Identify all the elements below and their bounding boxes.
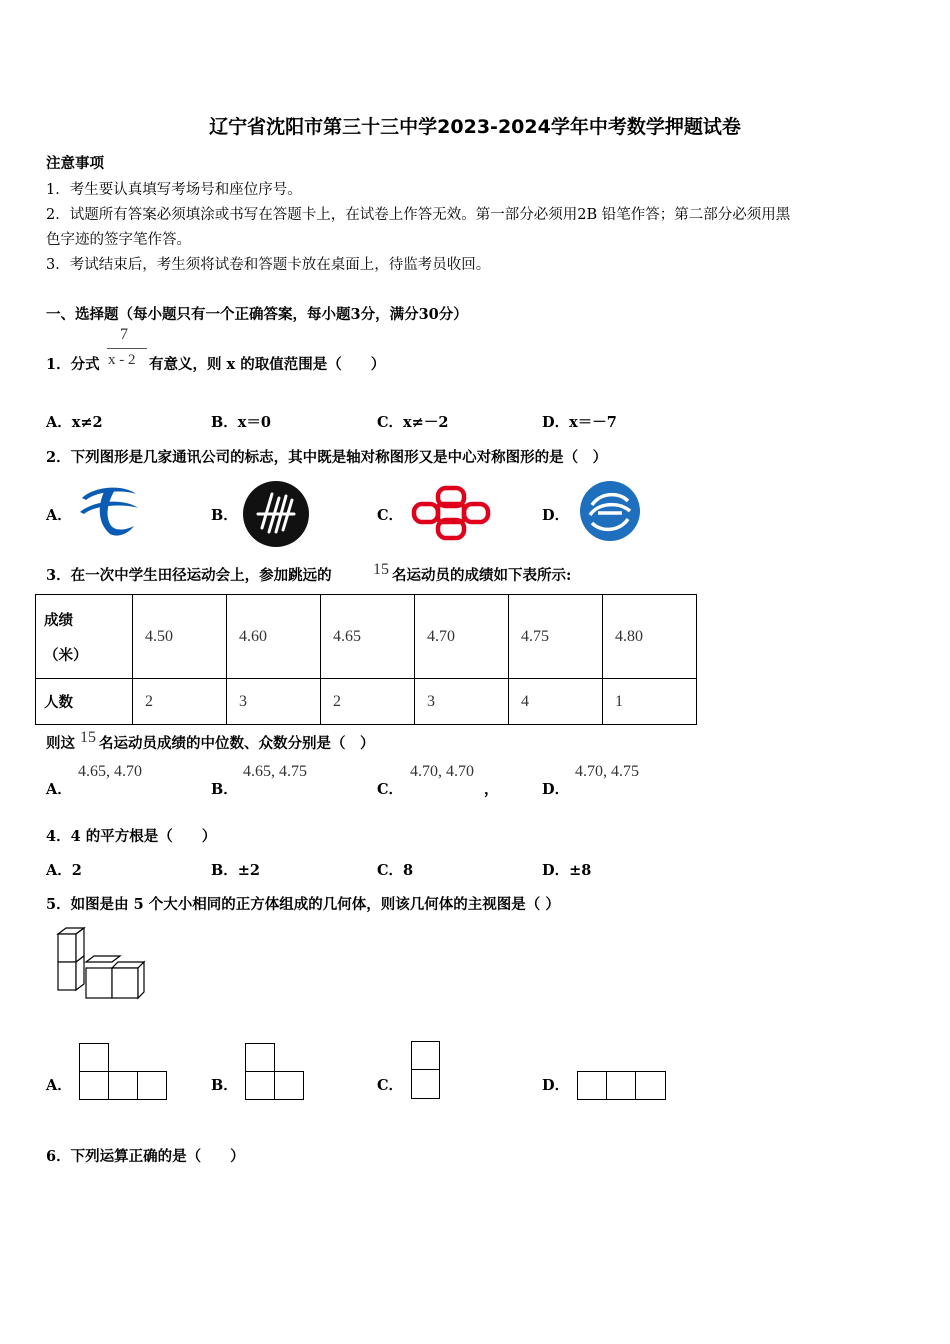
q5-label-c: C． bbox=[377, 1077, 404, 1094]
q2-label-a: A． bbox=[46, 507, 72, 524]
unicom-logo-icon bbox=[410, 484, 492, 542]
table-header-cell bbox=[36, 595, 133, 679]
table-cell: 4.60 bbox=[227, 595, 321, 679]
view-square bbox=[137, 1071, 167, 1100]
q3-option-c-label: C． bbox=[377, 781, 404, 798]
q3-option-b-label: B． bbox=[211, 781, 238, 798]
view-square bbox=[606, 1071, 636, 1100]
table-cell: 3 bbox=[415, 679, 509, 725]
table-cell: 2 bbox=[321, 679, 415, 725]
q5-label-d: D． bbox=[542, 1077, 570, 1094]
q3-count: 15 bbox=[373, 561, 389, 578]
q4-stem: 4．4 的平方根是（ ） bbox=[46, 828, 217, 845]
q2-stem: 2．下列图形是几家通讯公司的标志，其中既是轴对称图形又是中心对称图形的是（ ） bbox=[46, 449, 608, 466]
fraction-bar bbox=[107, 348, 147, 349]
q5-label-a: A． bbox=[46, 1077, 72, 1094]
cube-solid-figure bbox=[46, 926, 146, 1004]
q3-follow-b: 名运动员成绩的中位数、众数分别是（ ） bbox=[99, 735, 375, 752]
view-square bbox=[635, 1071, 666, 1100]
table-cell: 2 bbox=[133, 679, 227, 725]
q3-stem-a: 3．在一次中学生田径运动会上，参加跳远的 bbox=[46, 567, 332, 584]
note-item: 2．试题所有答案必须填涂或书写在答题卡上，在试卷上作答无效。第一部分必须用2B 铅笔作答；第二部分必须用黑 bbox=[46, 207, 791, 223]
view-square bbox=[577, 1071, 607, 1100]
mobile-logo-icon bbox=[578, 479, 642, 543]
table-cell: 4.65 bbox=[321, 595, 415, 679]
q3-option-a-label: A． bbox=[46, 781, 72, 798]
q3-option-c-comma: ， bbox=[484, 781, 499, 798]
table-cell: 3 bbox=[227, 679, 321, 725]
q4-option-c: C．8 bbox=[377, 862, 414, 879]
notes-heading: 注意事项 bbox=[46, 155, 104, 172]
view-square bbox=[411, 1041, 440, 1070]
q2-label-d: D． bbox=[542, 507, 570, 524]
q2-label-c: C． bbox=[377, 507, 404, 524]
note-item: 3．考试结束后，考生须将试卷和答题卡放在桌面上，待监考员收回。 bbox=[46, 257, 491, 273]
note-item: 1．考生要认真填写考场号和座位序号。 bbox=[46, 182, 302, 198]
table-cell: 4.70 bbox=[415, 595, 509, 679]
table-row bbox=[36, 595, 697, 679]
q4-option-b: B．±2 bbox=[211, 862, 260, 879]
table-cell: 4.80 bbox=[603, 595, 697, 679]
table-cell: 4.75 bbox=[509, 595, 603, 679]
q1-denominator: x - 2 bbox=[108, 352, 136, 368]
q1-option-b: B．x＝0 bbox=[211, 414, 271, 431]
q3-stem-b: 名运动员的成绩如下表所示: bbox=[392, 567, 572, 584]
q3-option-d-value: 4.70, 4.75 bbox=[575, 763, 639, 780]
view-square bbox=[79, 1043, 109, 1072]
q3-option-a-value: 4.65, 4.70 bbox=[78, 763, 142, 780]
netcom-logo-icon bbox=[242, 480, 310, 548]
table-cell: 4 bbox=[509, 679, 603, 725]
table-header-cell: 人数 bbox=[36, 679, 133, 725]
q1-option-d: D．x＝－7 bbox=[542, 414, 617, 431]
q3-option-c-value: 4.70, 4.70 bbox=[410, 763, 474, 780]
q1-prefix: 1．分式 bbox=[46, 356, 100, 373]
q5-stem: 5．如图是由 5 个大小相同的正方体组成的几何体，则该几何体的主视图是（ ） bbox=[46, 896, 560, 913]
q5-label-b: B． bbox=[211, 1077, 238, 1094]
q1-suffix: 有意义，则 x 的取值范围是（ ） bbox=[149, 356, 386, 373]
q4-option-a: A．2 bbox=[46, 862, 82, 879]
page-title: 辽宁省沈阳市第三十三中学2023-2024学年中考数学押题试卷 bbox=[209, 116, 741, 138]
q3-option-d-label: D． bbox=[542, 781, 570, 798]
q4-option-d: D．±8 bbox=[542, 862, 592, 879]
q3-option-b-value: 4.65, 4.75 bbox=[243, 763, 307, 780]
q3-follow-count: 15 bbox=[80, 729, 96, 746]
section-heading: 一、选择题（每小题只有一个正确答案，每小题3分，满分30分） bbox=[46, 306, 468, 323]
telecom-logo-icon bbox=[76, 482, 142, 540]
q6-stem: 6．下列运算正确的是（ ） bbox=[46, 1148, 245, 1165]
view-square bbox=[245, 1071, 275, 1100]
score-table bbox=[35, 594, 697, 725]
q1-option-a: A．x≠2 bbox=[46, 414, 103, 431]
q3-follow-a: 则这 bbox=[46, 735, 75, 752]
view-square bbox=[108, 1071, 138, 1100]
view-square bbox=[411, 1069, 440, 1099]
view-square bbox=[274, 1071, 304, 1100]
q1-numerator: 7 bbox=[120, 326, 128, 343]
note-item: 色字迹的签字笔作答。 bbox=[46, 232, 191, 248]
q2-label-b: B． bbox=[211, 507, 238, 524]
table-cell: 1 bbox=[603, 679, 697, 725]
table-row bbox=[36, 679, 697, 725]
view-square bbox=[245, 1043, 275, 1072]
view-square bbox=[79, 1071, 109, 1100]
table-cell: 4.50 bbox=[133, 595, 227, 679]
header-line: 成绩 bbox=[44, 611, 73, 629]
header-line: （米） bbox=[44, 646, 88, 664]
q1-option-c: C．x≠－2 bbox=[377, 414, 449, 431]
